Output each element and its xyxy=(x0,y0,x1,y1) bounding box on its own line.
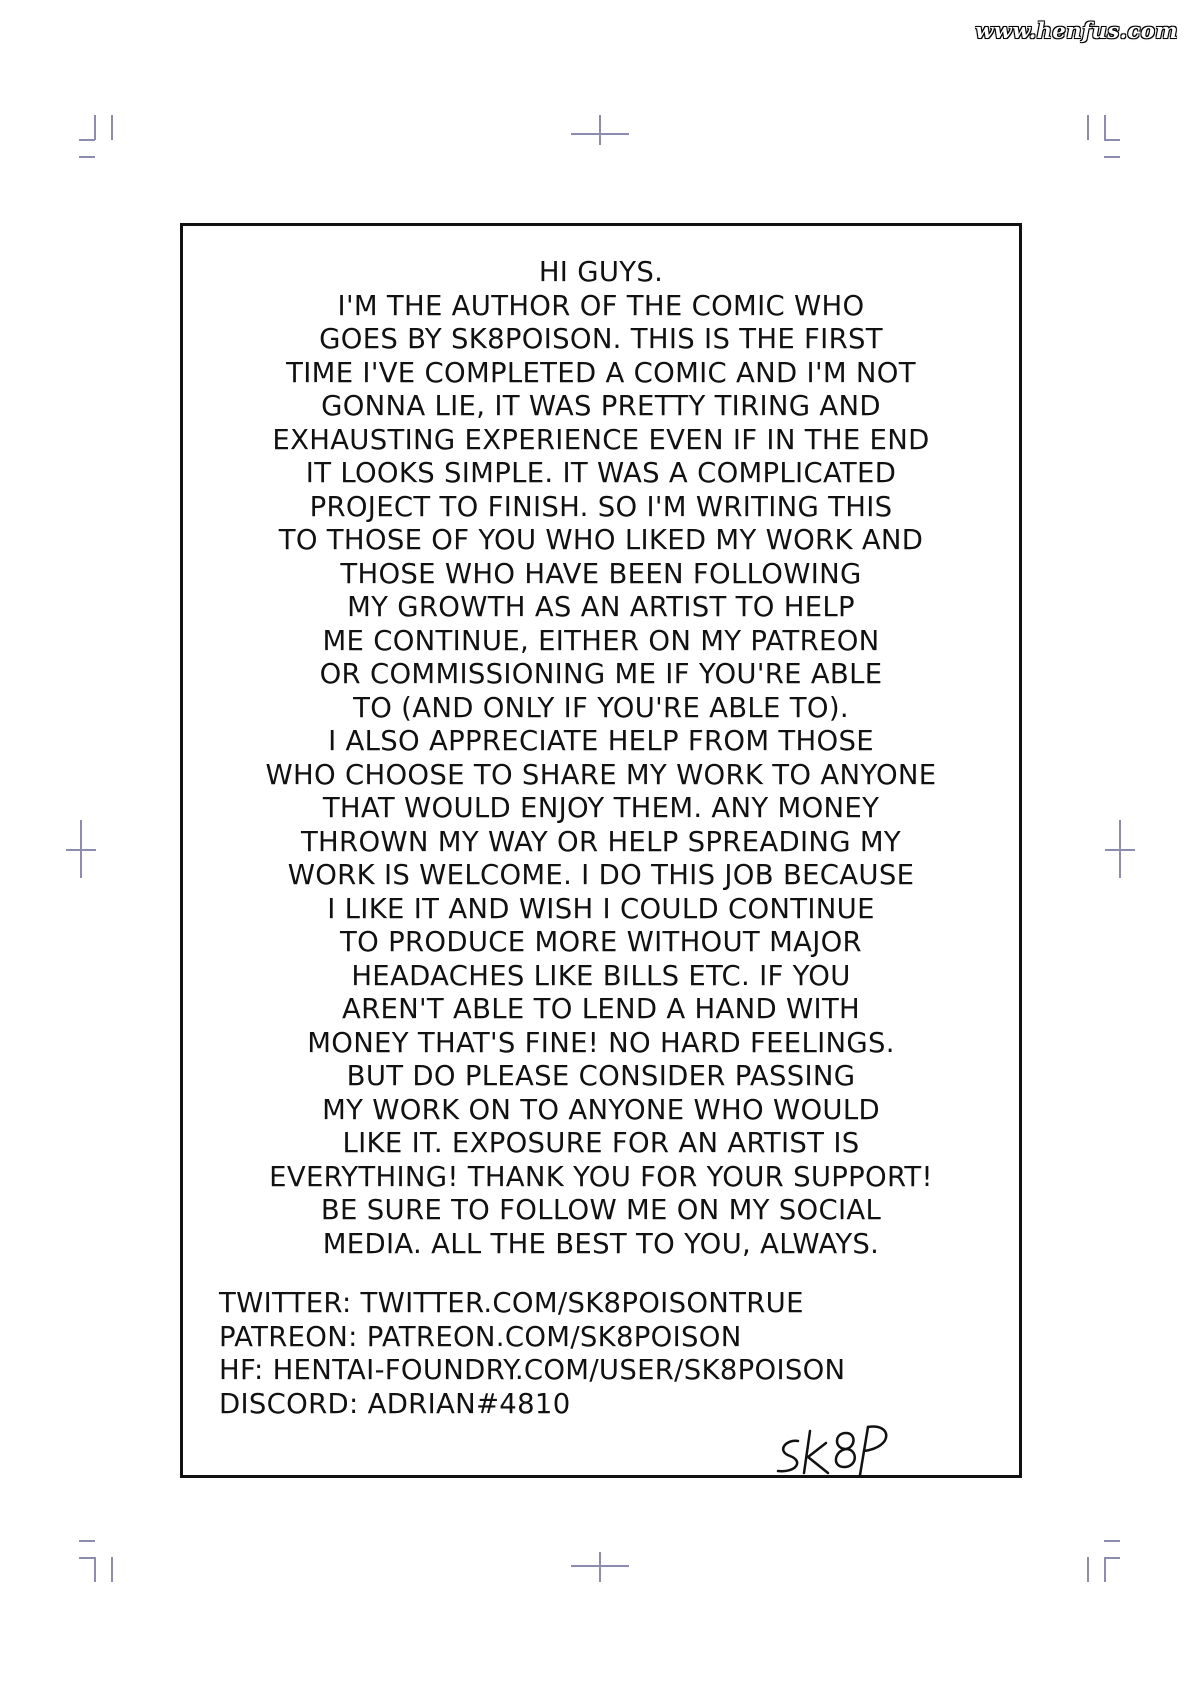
letter-line: I ALSO APPRECIATE HELP FROM THOSE xyxy=(328,725,874,757)
letter-line: THAT WOULD ENJOY THEM. ANY MONEY xyxy=(322,792,880,824)
letter-line: I'M THE AUTHOR OF THE COMIC WHO xyxy=(337,289,865,322)
crop-mark xyxy=(79,156,95,158)
letter-line: IT LOOKS SIMPLE. IT WAS A COMPLICATED xyxy=(305,457,897,489)
registration-mark xyxy=(599,115,601,145)
letter-body xyxy=(183,256,1019,1261)
hentai-foundry-link: HF: HENTAI-FOUNDRY.COM/USER/SK8POISON xyxy=(219,1354,846,1386)
crop-mark xyxy=(111,1557,113,1582)
letter-line: MEDIA. ALL THE BEST TO YOU, ALWAYS. xyxy=(322,1227,880,1260)
crop-mark xyxy=(79,1540,95,1542)
crop-mark xyxy=(1104,115,1106,140)
letter-line: GOES BY SK8POISON. THIS IS THE FIRST xyxy=(319,323,883,355)
crop-mark xyxy=(1104,139,1120,141)
letter-line: TO (AND ONLY IF YOU'RE ABLE TO). xyxy=(353,691,849,724)
letter-line: PROJECT TO FINISH. SO I'M WRITING THIS xyxy=(309,490,893,523)
crop-mark xyxy=(1104,156,1120,158)
letter-line: EXHAUSTING EXPERIENCE EVEN IF IN THE END xyxy=(272,423,930,456)
crop-mark xyxy=(94,1557,96,1582)
letter-line: WORK IS WELCOME. I DO THIS JOB BECAUSE xyxy=(287,859,915,891)
letter-line: THOSE WHO HAVE BEEN FOLLOWING xyxy=(340,557,862,590)
author-signature xyxy=(768,1411,918,1481)
registration-mark xyxy=(1119,820,1121,878)
crop-mark xyxy=(79,1557,95,1559)
letter-line: TO THOSE OF YOU WHO LIKED MY WORK AND xyxy=(278,524,924,556)
social-links xyxy=(219,1287,845,1421)
letter-line: ME CONTINUE, EITHER ON MY PATREON xyxy=(322,624,880,657)
patreon-link: PATREON: PATREON.COM/SK8POISON xyxy=(219,1320,742,1353)
crop-mark xyxy=(1104,1557,1106,1582)
discord-handle: DISCORD: ADRIAN#4810 xyxy=(219,1387,571,1420)
letter-line: TO PRODUCE MORE WITHOUT MAJOR xyxy=(340,926,862,958)
letter-line: I LIKE IT AND WISH I COULD CONTINUE xyxy=(327,892,875,925)
crop-mark xyxy=(1087,1557,1089,1582)
crop-mark xyxy=(1104,1540,1120,1542)
letter-line: BE SURE TO FOLLOW ME ON MY SOCIAL xyxy=(320,1194,882,1226)
site-watermark: www.henfus.com xyxy=(975,18,1178,43)
twitter-link: TWITTER: TWITTER.COM/SK8POISONTRUE xyxy=(219,1287,804,1319)
crop-mark xyxy=(1104,1557,1120,1559)
letter-line: LIKE IT. EXPOSURE FOR AN ARTIST IS xyxy=(342,1127,860,1159)
letter-line: GONNA LIE, IT WAS PRETTY TIRING AND xyxy=(321,390,881,422)
letter-line: OR COMMISSIONING ME IF YOU'RE ABLE xyxy=(319,658,883,690)
crop-mark xyxy=(94,115,96,140)
letter-line: HI GUYS. xyxy=(538,256,664,288)
letter-line: TIME I'VE COMPLETED A COMIC AND I'M NOT xyxy=(286,356,916,389)
letter-line: BUT DO PLEASE CONSIDER PASSING xyxy=(346,1060,856,1092)
letter-panel xyxy=(180,223,1022,1478)
crop-mark xyxy=(1087,115,1089,140)
letter-line: MONEY THAT'S FINE! NO HARD FEELINGS. xyxy=(307,1026,895,1059)
registration-mark xyxy=(599,1552,601,1582)
letter-line: THROWN MY WAY OR HELP SPREADING MY xyxy=(300,825,902,858)
crop-mark xyxy=(111,115,113,140)
letter-line: HEADACHES LIKE BILLS ETC. IF YOU xyxy=(351,959,851,992)
letter-line: MY GROWTH AS AN ARTIST TO HELP xyxy=(347,591,855,623)
letter-line: MY WORK ON TO ANYONE WHO WOULD xyxy=(322,1093,880,1126)
letter-line: WHO CHOOSE TO SHARE MY WORK TO ANYONE xyxy=(265,758,937,791)
letter-line: EVERYTHING! THANK YOU FOR YOUR SUPPORT! xyxy=(269,1160,933,1193)
crop-mark xyxy=(79,139,95,141)
letter-line: AREN'T ABLE TO LEND A HAND WITH xyxy=(341,993,861,1025)
registration-mark xyxy=(80,820,82,878)
